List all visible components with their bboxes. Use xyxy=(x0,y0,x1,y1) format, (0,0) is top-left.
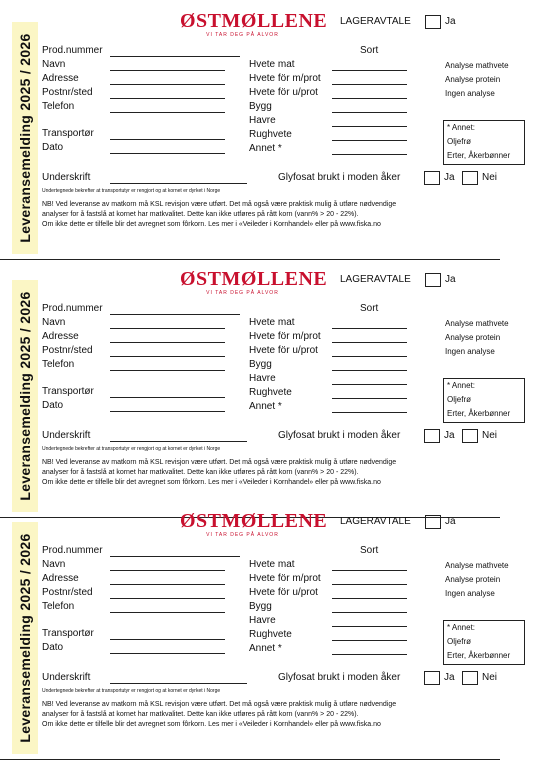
ingen-analyse-label: Ingen analyse xyxy=(445,89,495,98)
annet-field[interactable] xyxy=(332,654,407,655)
havre-field[interactable] xyxy=(332,626,407,627)
bygg-field[interactable] xyxy=(332,112,407,113)
bygg-label: Bygg xyxy=(249,101,272,112)
hvete-for-m-prot-field[interactable] xyxy=(332,342,407,343)
dato-label: Dato xyxy=(42,142,64,153)
nb-note-line-1: NB! Ved leveranse av matkorn må KSL revisjon være utført. Det må også være praktisk mulig å utføre nødvendige xyxy=(42,201,397,208)
lageravtale-checkbox[interactable] xyxy=(425,515,441,529)
nb-note-line-3: Om ikke dette er tilfelle blir det avregnet som fôrkorn. Les mer i «Veileder i Kornhandel» eller på www.fiska.no xyxy=(42,721,381,728)
dato-label: Dato xyxy=(42,400,64,411)
hvete-for-u-prot-label: Hvete för u/prot xyxy=(249,87,318,98)
underskrift-label: Underskrift xyxy=(42,672,91,683)
navn-label: Navn xyxy=(42,559,66,570)
hvete-for-m-prot-label: Hvete för m/prot xyxy=(249,73,321,84)
declaration-text: Undertegnede bekrefter at transportutyr er rengjort og at kornet er dyrket i Norge xyxy=(42,188,221,194)
glyfosat-ja-checkbox[interactable] xyxy=(424,671,440,685)
dato-field[interactable] xyxy=(110,411,225,412)
underskrift-field[interactable] xyxy=(110,183,247,184)
glyfosat-ja-checkbox[interactable] xyxy=(424,429,440,443)
adresse-label: Adresse xyxy=(42,73,79,84)
adresse-label: Adresse xyxy=(42,573,79,584)
bygg-label: Bygg xyxy=(249,601,272,612)
delivery-slip xyxy=(0,10,540,260)
logo-wordmark: ØSTMØLLENE xyxy=(180,10,328,32)
prod-nummer-field[interactable] xyxy=(110,314,240,315)
lageravtale-ja-label: Ja xyxy=(445,16,456,27)
postnr-sted-field[interactable] xyxy=(110,98,225,99)
annet-legend-title: * Annet: xyxy=(447,123,476,132)
annet-field[interactable] xyxy=(332,154,407,155)
analyse-mathvete-label: Analyse mathvete xyxy=(445,61,509,70)
sidebar-title: Leveransemelding 2025 / 2026 xyxy=(17,291,33,501)
glyfosat-nei-label: Nei xyxy=(482,430,498,441)
transportor-field[interactable] xyxy=(110,639,225,640)
annet-label: Annet * xyxy=(249,643,282,654)
hvete-mat-label: Hvete mat xyxy=(249,317,295,328)
sidebar-title-bar xyxy=(12,522,38,754)
logo-tagline: VI TAR DEG PÅ ALVOR xyxy=(206,532,279,538)
annet-legend-box xyxy=(443,120,525,165)
underskrift-label: Underskrift xyxy=(42,172,91,183)
sidebar-title-bar xyxy=(12,22,38,254)
havre-label: Havre xyxy=(249,615,276,626)
glyfosat-ja-checkbox[interactable] xyxy=(424,171,440,185)
rughvete-field[interactable] xyxy=(332,640,407,641)
slip-separator xyxy=(0,259,500,260)
postnr-sted-label: Postnr/sted xyxy=(42,587,93,598)
nb-note xyxy=(42,200,442,230)
nb-note-line-3: Om ikke dette er tilfelle blir det avregnet som fôrkorn. Les mer i «Veileder i Kornhandel» eller på www.fiska.no xyxy=(42,479,381,486)
annet-label: Annet * xyxy=(249,143,282,154)
telefon-field[interactable] xyxy=(110,112,225,113)
dato-field[interactable] xyxy=(110,653,225,654)
glyfosat-nei-label: Nei xyxy=(482,172,498,183)
rughvete-label: Rughvete xyxy=(249,129,292,140)
havre-label: Havre xyxy=(249,373,276,384)
transportor-field[interactable] xyxy=(110,139,225,140)
glyfosat-label: Glyfosat brukt i moden åker xyxy=(278,672,401,683)
analyse-mathvete-label: Analyse mathvete xyxy=(445,561,509,570)
annet-legend-title: * Annet: xyxy=(447,381,476,390)
annet-legend-box xyxy=(443,620,525,665)
adresse-field[interactable] xyxy=(110,342,225,343)
havre-field[interactable] xyxy=(332,384,407,385)
prod-nummer-label: Prod.nummer xyxy=(42,545,103,556)
hvete-mat-field[interactable] xyxy=(332,570,407,571)
hvete-for-u-prot-field[interactable] xyxy=(332,598,407,599)
navn-field[interactable] xyxy=(110,70,225,71)
annet-field[interactable] xyxy=(332,412,407,413)
navn-field[interactable] xyxy=(110,570,225,571)
sidebar-title: Leveransemelding 2025 / 2026 xyxy=(17,533,33,743)
annet-legend-erter: Erter, Åkerbønner xyxy=(447,651,511,660)
company-logo xyxy=(180,268,328,296)
rughvete-field[interactable] xyxy=(332,140,407,141)
logo-wordmark: ØSTMØLLENE xyxy=(180,268,328,290)
dato-label: Dato xyxy=(42,642,64,653)
hvete-for-m-prot-field[interactable] xyxy=(332,584,407,585)
annet-legend-erter: Erter, Åkerbønner xyxy=(447,409,511,418)
sort-label: Sort xyxy=(360,303,379,314)
sidebar-title: Leveransemelding 2025 / 2026 xyxy=(17,33,33,243)
postnr-sted-label: Postnr/sted xyxy=(42,87,93,98)
rughvete-label: Rughvete xyxy=(249,387,292,398)
ingen-analyse-label: Ingen analyse xyxy=(445,589,495,598)
postnr-sted-label: Postnr/sted xyxy=(42,345,93,356)
bygg-label: Bygg xyxy=(249,359,272,370)
annet-legend-oljefro: Oljefrø xyxy=(447,395,471,404)
glyfosat-label: Glyfosat brukt i moden åker xyxy=(278,172,401,183)
glyfosat-ja-label: Ja xyxy=(444,672,455,683)
hvete-for-u-prot-label: Hvete för u/prot xyxy=(249,587,318,598)
nb-note xyxy=(42,458,442,488)
glyfosat-label: Glyfosat brukt i moden åker xyxy=(278,430,401,441)
analyse-protein-label: Analyse protein xyxy=(445,75,501,84)
hvete-for-u-prot-field[interactable] xyxy=(332,356,407,357)
company-logo xyxy=(180,510,328,538)
transportor-label: Transportør xyxy=(42,386,94,397)
ingen-analyse-label: Ingen analyse xyxy=(445,347,495,356)
lageravtale-label: LAGERAVTALE xyxy=(340,274,411,285)
slip-separator xyxy=(0,759,500,760)
glyfosat-nei-checkbox[interactable] xyxy=(462,671,478,685)
underskrift-field[interactable] xyxy=(110,441,247,442)
nb-note-line-2: analyser for å fastslå at kornet har matkvalitet. Dette kan ikke utføres på rått korn (vann% > 20 - 22%). xyxy=(42,711,359,718)
postnr-sted-field[interactable] xyxy=(110,356,225,357)
rughvete-field[interactable] xyxy=(332,398,407,399)
telefon-label: Telefon xyxy=(42,101,75,112)
sort-label: Sort xyxy=(360,545,379,556)
annet-legend-oljefro: Oljefrø xyxy=(447,637,471,646)
adresse-label: Adresse xyxy=(42,331,79,342)
adresse-field[interactable] xyxy=(110,584,225,585)
hvete-for-m-prot-label: Hvete för m/prot xyxy=(249,573,321,584)
analyse-protein-label: Analyse protein xyxy=(445,333,501,342)
telefon-label: Telefon xyxy=(42,359,75,370)
hvete-mat-field[interactable] xyxy=(332,328,407,329)
lageravtale-label: LAGERAVTALE xyxy=(340,516,411,527)
declaration-text: Undertegnede bekrefter at transportutyr er rengjort og at kornet er dyrket i Norge xyxy=(42,446,221,452)
annet-legend-oljefro: Oljefrø xyxy=(447,137,471,146)
lageravtale-checkbox[interactable] xyxy=(425,15,441,29)
glyfosat-nei-checkbox[interactable] xyxy=(462,429,478,443)
hvete-mat-field[interactable] xyxy=(332,70,407,71)
prod-nummer-label: Prod.nummer xyxy=(42,45,103,56)
prod-nummer-field[interactable] xyxy=(110,56,240,57)
nb-note xyxy=(42,700,442,730)
postnr-sted-field[interactable] xyxy=(110,598,225,599)
nb-note-line-2: analyser for å fastslå at kornet har matkvalitet. Dette kan ikke utføres på rått korn (vann% > 20 - 22%). xyxy=(42,469,359,476)
telefon-field[interactable] xyxy=(110,612,225,613)
transportor-label: Transportør xyxy=(42,128,94,139)
company-logo xyxy=(180,10,328,38)
havre-label: Havre xyxy=(249,115,276,126)
analyse-mathvete-label: Analyse mathvete xyxy=(445,319,509,328)
annet-legend-title: * Annet: xyxy=(447,623,476,632)
havre-field[interactable] xyxy=(332,126,407,127)
hvete-for-u-prot-label: Hvete för u/prot xyxy=(249,345,318,356)
glyfosat-nei-label: Nei xyxy=(482,672,498,683)
nb-note-line-2: analyser for å fastslå at kornet har matkvalitet. Dette kan ikke utføres på rått korn (vann% > 20 - 22%). xyxy=(42,211,359,218)
rughvete-label: Rughvete xyxy=(249,629,292,640)
delivery-slip xyxy=(0,268,540,518)
hvete-for-u-prot-field[interactable] xyxy=(332,98,407,99)
glyfosat-nei-checkbox[interactable] xyxy=(462,171,478,185)
sort-label: Sort xyxy=(360,45,379,56)
sidebar-title-bar xyxy=(12,280,38,512)
annet-legend-erter: Erter, Åkerbønner xyxy=(447,151,511,160)
prod-nummer-field[interactable] xyxy=(110,556,240,557)
telefon-field[interactable] xyxy=(110,370,225,371)
hvete-mat-label: Hvete mat xyxy=(249,59,295,70)
bygg-field[interactable] xyxy=(332,370,407,371)
annet-legend-box xyxy=(443,378,525,423)
navn-field[interactable] xyxy=(110,328,225,329)
logo-tagline: VI TAR DEG PÅ ALVOR xyxy=(206,32,279,38)
logo-wordmark: ØSTMØLLENE xyxy=(180,510,328,532)
transportor-field[interactable] xyxy=(110,397,225,398)
navn-label: Navn xyxy=(42,59,66,70)
nb-note-line-1: NB! Ved leveranse av matkorn må KSL revisjon være utført. Det må også være praktisk mulig å utføre nødvendige xyxy=(42,701,397,708)
underskrift-field[interactable] xyxy=(110,683,247,684)
telefon-label: Telefon xyxy=(42,601,75,612)
lageravtale-checkbox[interactable] xyxy=(425,273,441,287)
nb-note-line-1: NB! Ved leveranse av matkorn må KSL revisjon være utført. Det må også være praktisk mulig å utføre nødvendige xyxy=(42,459,397,466)
glyfosat-ja-label: Ja xyxy=(444,430,455,441)
navn-label: Navn xyxy=(42,317,66,328)
nb-note-line-3: Om ikke dette er tilfelle blir det avregnet som fôrkorn. Les mer i «Veileder i Kornhandel» eller på www.fiska.no xyxy=(42,221,381,228)
logo-tagline: VI TAR DEG PÅ ALVOR xyxy=(206,290,279,296)
glyfosat-ja-label: Ja xyxy=(444,172,455,183)
hvete-for-m-prot-label: Hvete för m/prot xyxy=(249,331,321,342)
declaration-text: Undertegnede bekrefter at transportutyr er rengjort og at kornet er dyrket i Norge xyxy=(42,688,221,694)
prod-nummer-label: Prod.nummer xyxy=(42,303,103,314)
underskrift-label: Underskrift xyxy=(42,430,91,441)
hvete-for-m-prot-field[interactable] xyxy=(332,84,407,85)
transportor-label: Transportør xyxy=(42,628,94,639)
hvete-mat-label: Hvete mat xyxy=(249,559,295,570)
bygg-field[interactable] xyxy=(332,612,407,613)
dato-field[interactable] xyxy=(110,153,225,154)
lageravtale-ja-label: Ja xyxy=(445,516,456,527)
delivery-slip xyxy=(0,510,540,760)
analyse-protein-label: Analyse protein xyxy=(445,575,501,584)
lageravtale-label: LAGERAVTALE xyxy=(340,16,411,27)
lageravtale-ja-label: Ja xyxy=(445,274,456,285)
annet-label: Annet * xyxy=(249,401,282,412)
adresse-field[interactable] xyxy=(110,84,225,85)
